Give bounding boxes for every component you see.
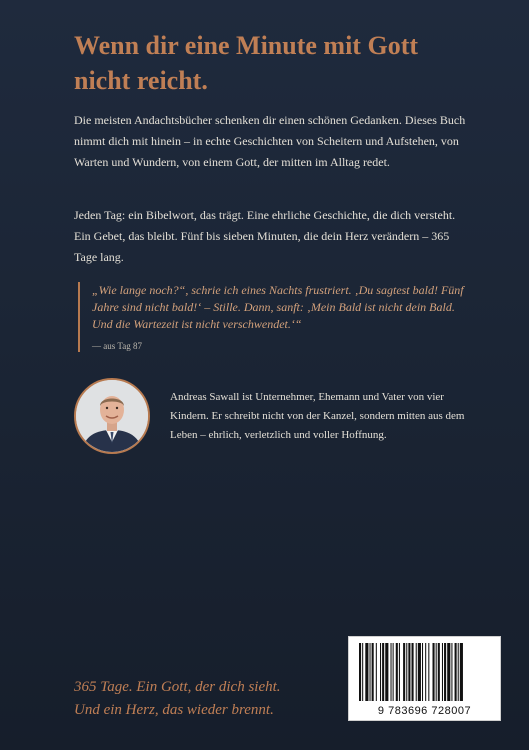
- barcode-bar: [412, 643, 414, 701]
- barcode-bar: [406, 643, 407, 701]
- barcode-bar: [370, 643, 371, 701]
- barcode-number: 9 783696 728007: [377, 705, 472, 717]
- barcode-bar: [380, 643, 381, 701]
- barcode-bar: [438, 643, 440, 701]
- tagline: [74, 676, 344, 722]
- barcode-bar: [444, 643, 446, 701]
- isbn-barcode: [348, 636, 501, 721]
- barcode-bar: [447, 643, 450, 701]
- barcode-bar: [442, 643, 443, 701]
- barcode-bar: [428, 643, 429, 701]
- barcode-bar: [396, 643, 398, 701]
- barcode-bar: [391, 643, 392, 701]
- author-bio: Andreas Sawall ist Unternehmer, Ehemann und Vater von vier Kindern. Er schreibt nicht von der Kanzel, sondern mitten aus dem Leben – ehrlich, verletzlich und voller Hoffnung.: [170, 391, 465, 441]
- barcode-bar: [365, 643, 368, 701]
- tagline-line-1: 365 Tage. Ein Gott, der dich sieht.: [74, 679, 281, 695]
- barcode-bar: [372, 643, 374, 701]
- barcode-bar: [458, 643, 459, 701]
- barcode-bar: [403, 643, 405, 701]
- tagline-line-2: Und ein Herz, das wieder brennt.: [74, 702, 274, 718]
- barcode-bar: [416, 643, 417, 701]
- barcode-bar: [418, 643, 421, 701]
- barcode-bar: [399, 643, 400, 701]
- barcode-bar: [425, 643, 426, 701]
- author-photo: [74, 378, 150, 454]
- daily-paragraph: Jeden Tag: ein Bibelwort, das trägt. Eine ehrliche Geschichte, die dich versteht. Ein Gebet, das bleibt. Fünf bis sieben Minuten, die dein Herz verändern – 365 Tage lang.: [74, 208, 456, 264]
- barcode-bar: [433, 643, 435, 701]
- intro-paragraph: Die meisten Andachtsbücher schenken dir einen schönen Gedanken. Dieses Buch nimmt dich mit hinein – in echte Geschichten von Scheitern und Aufstehen, von Warten und Wundern, von einem Gott, der mitten im Alltag redet.: [74, 113, 466, 169]
- barcode-bar: [422, 643, 423, 701]
- barcode-bar: [393, 643, 394, 701]
- barcode-bar: [455, 643, 457, 701]
- barcode-bar: [362, 643, 363, 701]
- barcode-bar: [408, 643, 410, 701]
- barcode-bars-icon: [349, 637, 500, 703]
- author-portrait-icon: [76, 380, 148, 452]
- barcode-bar: [359, 643, 361, 701]
- headline: Wenn dir eine Minute mit Gott nicht reicht.: [74, 31, 419, 95]
- barcode-bar: [385, 643, 388, 701]
- quote-text: „Wie lange noch?“, schrie ich eines Nachts frustriert. ‚Du sagtest bald! Fünf Jahre sind nicht bald!‘ – Stille. Dann, sanft: ‚Mein Bald ist nicht dein Bald. Und die Wartezeit ist nicht verschwendet.‘“: [92, 283, 464, 331]
- quote-block: [78, 282, 473, 352]
- barcode-bar: [376, 643, 377, 701]
- barcode-bar: [436, 643, 437, 701]
- quote-source: — aus Tag 87: [92, 341, 142, 351]
- barcode-bar: [451, 643, 452, 701]
- barcode-bar: [460, 643, 463, 701]
- barcode-bar: [382, 643, 384, 701]
